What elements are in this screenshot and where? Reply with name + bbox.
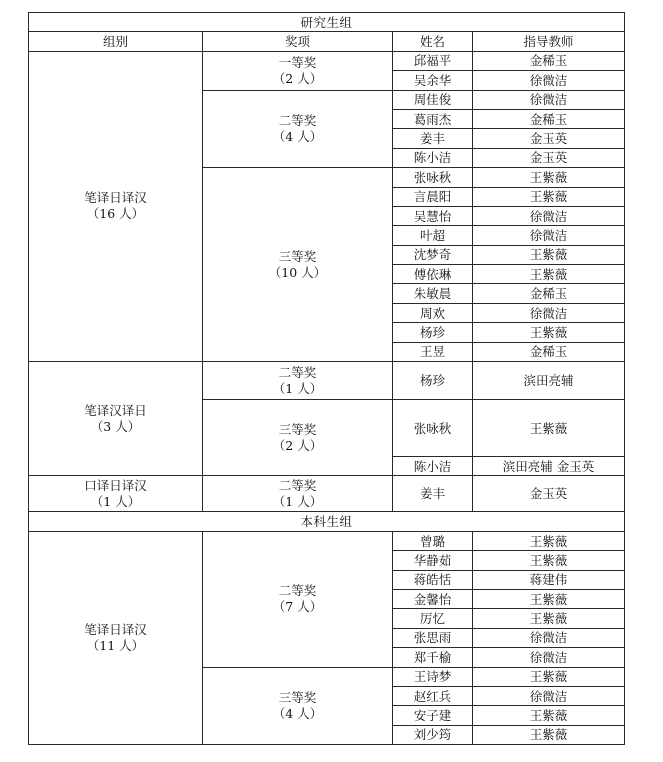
teacher-cell: 金稀玉	[473, 109, 625, 128]
award-label: 三等奖	[278, 421, 317, 437]
teacher-cell: 滨田亮辅 金玉英	[473, 457, 625, 476]
section-row-undergrad	[29, 512, 625, 531]
award-table	[28, 12, 625, 745]
award-count: （2 人）	[272, 70, 323, 86]
teacher-cell: 王紫薇	[473, 706, 625, 725]
name-cell: 陈小洁	[393, 148, 473, 167]
award-count: （7 人）	[272, 599, 323, 615]
teacher-cell: 金稀玉	[473, 342, 625, 361]
name-cell: 葛雨杰	[393, 109, 473, 128]
name-cell: 沈梦奇	[393, 245, 473, 264]
table-row	[29, 476, 625, 512]
table-row	[29, 362, 625, 400]
name-cell: 姜丰	[393, 129, 473, 148]
teacher-cell: 徐微洁	[473, 71, 625, 90]
award-cell	[203, 667, 393, 745]
group-cell	[29, 476, 203, 512]
teacher-cell: 徐微洁	[473, 226, 625, 245]
name-cell: 王昱	[393, 342, 473, 361]
name-cell: 张咏秋	[393, 168, 473, 187]
group-cell	[29, 51, 203, 361]
teacher-cell: 徐微洁	[473, 303, 625, 322]
teacher-cell: 王紫薇	[473, 265, 625, 284]
teacher-cell: 金玉英	[473, 129, 625, 148]
name-cell: 杨珍	[393, 323, 473, 342]
teacher-cell: 滨田亮辅	[473, 362, 625, 400]
name-cell: 蒋皓恬	[393, 570, 473, 589]
name-cell: 周欢	[393, 303, 473, 322]
award-label: 三等奖	[278, 248, 317, 264]
award-cell	[203, 362, 393, 400]
name-cell: 郑千榆	[393, 648, 473, 667]
award-label: 二等奖	[278, 364, 317, 380]
header-award: 奖项	[203, 32, 393, 51]
award-label: 三等奖	[278, 689, 317, 705]
group-label: 笔译日译汉	[84, 190, 147, 206]
name-cell: 刘少筠	[393, 725, 473, 744]
award-label: 二等奖	[278, 583, 317, 599]
name-cell: 邱福平	[393, 51, 473, 70]
name-cell: 傅依琳	[393, 265, 473, 284]
name-cell: 周佳俊	[393, 90, 473, 109]
name-cell: 赵红兵	[393, 686, 473, 705]
group-label: 口译日译汉	[84, 477, 147, 493]
teacher-cell: 金稀玉	[473, 284, 625, 303]
group-count: （3 人）	[90, 418, 141, 434]
award-count: （4 人）	[272, 128, 323, 144]
award-count: （1 人）	[272, 493, 323, 509]
table-row	[29, 531, 625, 550]
name-cell: 吴慧怡	[393, 206, 473, 225]
name-cell: 言晨阳	[393, 187, 473, 206]
group-cell	[29, 531, 203, 744]
teacher-cell: 徐微洁	[473, 206, 625, 225]
table-row	[29, 51, 625, 70]
header-group: 组别	[29, 32, 203, 51]
teacher-cell: 金玉英	[473, 148, 625, 167]
name-cell: 吴余华	[393, 71, 473, 90]
name-cell: 厉忆	[393, 609, 473, 628]
section-row-graduate	[29, 13, 625, 32]
name-cell: 华静茹	[393, 551, 473, 570]
award-count: （10 人）	[268, 264, 327, 280]
group-count: （1 人）	[90, 493, 141, 509]
name-cell: 王诗梦	[393, 667, 473, 686]
group-count: （11 人）	[86, 637, 145, 653]
name-cell: 曾璐	[393, 531, 473, 550]
award-cell	[203, 531, 393, 667]
name-cell: 朱敏晨	[393, 284, 473, 303]
section-title-undergrad: 本科生组	[29, 512, 625, 531]
award-cell	[203, 51, 393, 90]
teacher-cell: 蒋建伟	[473, 570, 625, 589]
name-cell: 姜丰	[393, 476, 473, 512]
award-cell	[203, 400, 393, 476]
name-cell: 安子建	[393, 706, 473, 725]
award-count: （4 人）	[272, 705, 323, 721]
name-cell: 张思雨	[393, 628, 473, 647]
teacher-cell: 王紫薇	[473, 589, 625, 608]
teacher-cell: 金稀玉	[473, 51, 625, 70]
teacher-cell: 徐微洁	[473, 648, 625, 667]
teacher-cell: 王紫薇	[473, 400, 625, 457]
header-name: 姓名	[393, 32, 473, 51]
award-cell	[203, 168, 393, 362]
group-label: 笔译日译汉	[84, 621, 147, 637]
name-cell: 陈小洁	[393, 457, 473, 476]
teacher-cell: 王紫薇	[473, 187, 625, 206]
header-teacher: 指导教师	[473, 32, 625, 51]
teacher-cell: 徐微洁	[473, 90, 625, 109]
teacher-cell: 王紫薇	[473, 609, 625, 628]
header-row	[29, 32, 625, 51]
teacher-cell: 王紫薇	[473, 531, 625, 550]
name-cell: 杨珍	[393, 362, 473, 400]
teacher-cell: 王紫薇	[473, 323, 625, 342]
award-label: 二等奖	[278, 112, 317, 128]
teacher-cell: 王紫薇	[473, 551, 625, 570]
teacher-cell: 王紫薇	[473, 168, 625, 187]
award-cell	[203, 476, 393, 512]
teacher-cell: 徐微洁	[473, 686, 625, 705]
award-count: （1 人）	[272, 380, 323, 396]
group-label: 笔译汉译日	[84, 402, 147, 418]
teacher-cell: 金玉英	[473, 476, 625, 512]
group-count: （16 人）	[86, 206, 145, 222]
group-cell	[29, 362, 203, 476]
name-cell: 叶超	[393, 226, 473, 245]
award-cell	[203, 90, 393, 168]
name-cell: 金馨怡	[393, 589, 473, 608]
award-label: 二等奖	[278, 477, 317, 493]
teacher-cell: 王紫薇	[473, 725, 625, 744]
section-title-graduate: 研究生组	[29, 13, 625, 32]
teacher-cell: 王紫薇	[473, 245, 625, 264]
award-label: 一等奖	[278, 54, 317, 70]
teacher-cell: 王紫薇	[473, 667, 625, 686]
name-cell: 张咏秋	[393, 400, 473, 457]
award-count: （2 人）	[272, 437, 323, 453]
teacher-cell: 徐微洁	[473, 628, 625, 647]
